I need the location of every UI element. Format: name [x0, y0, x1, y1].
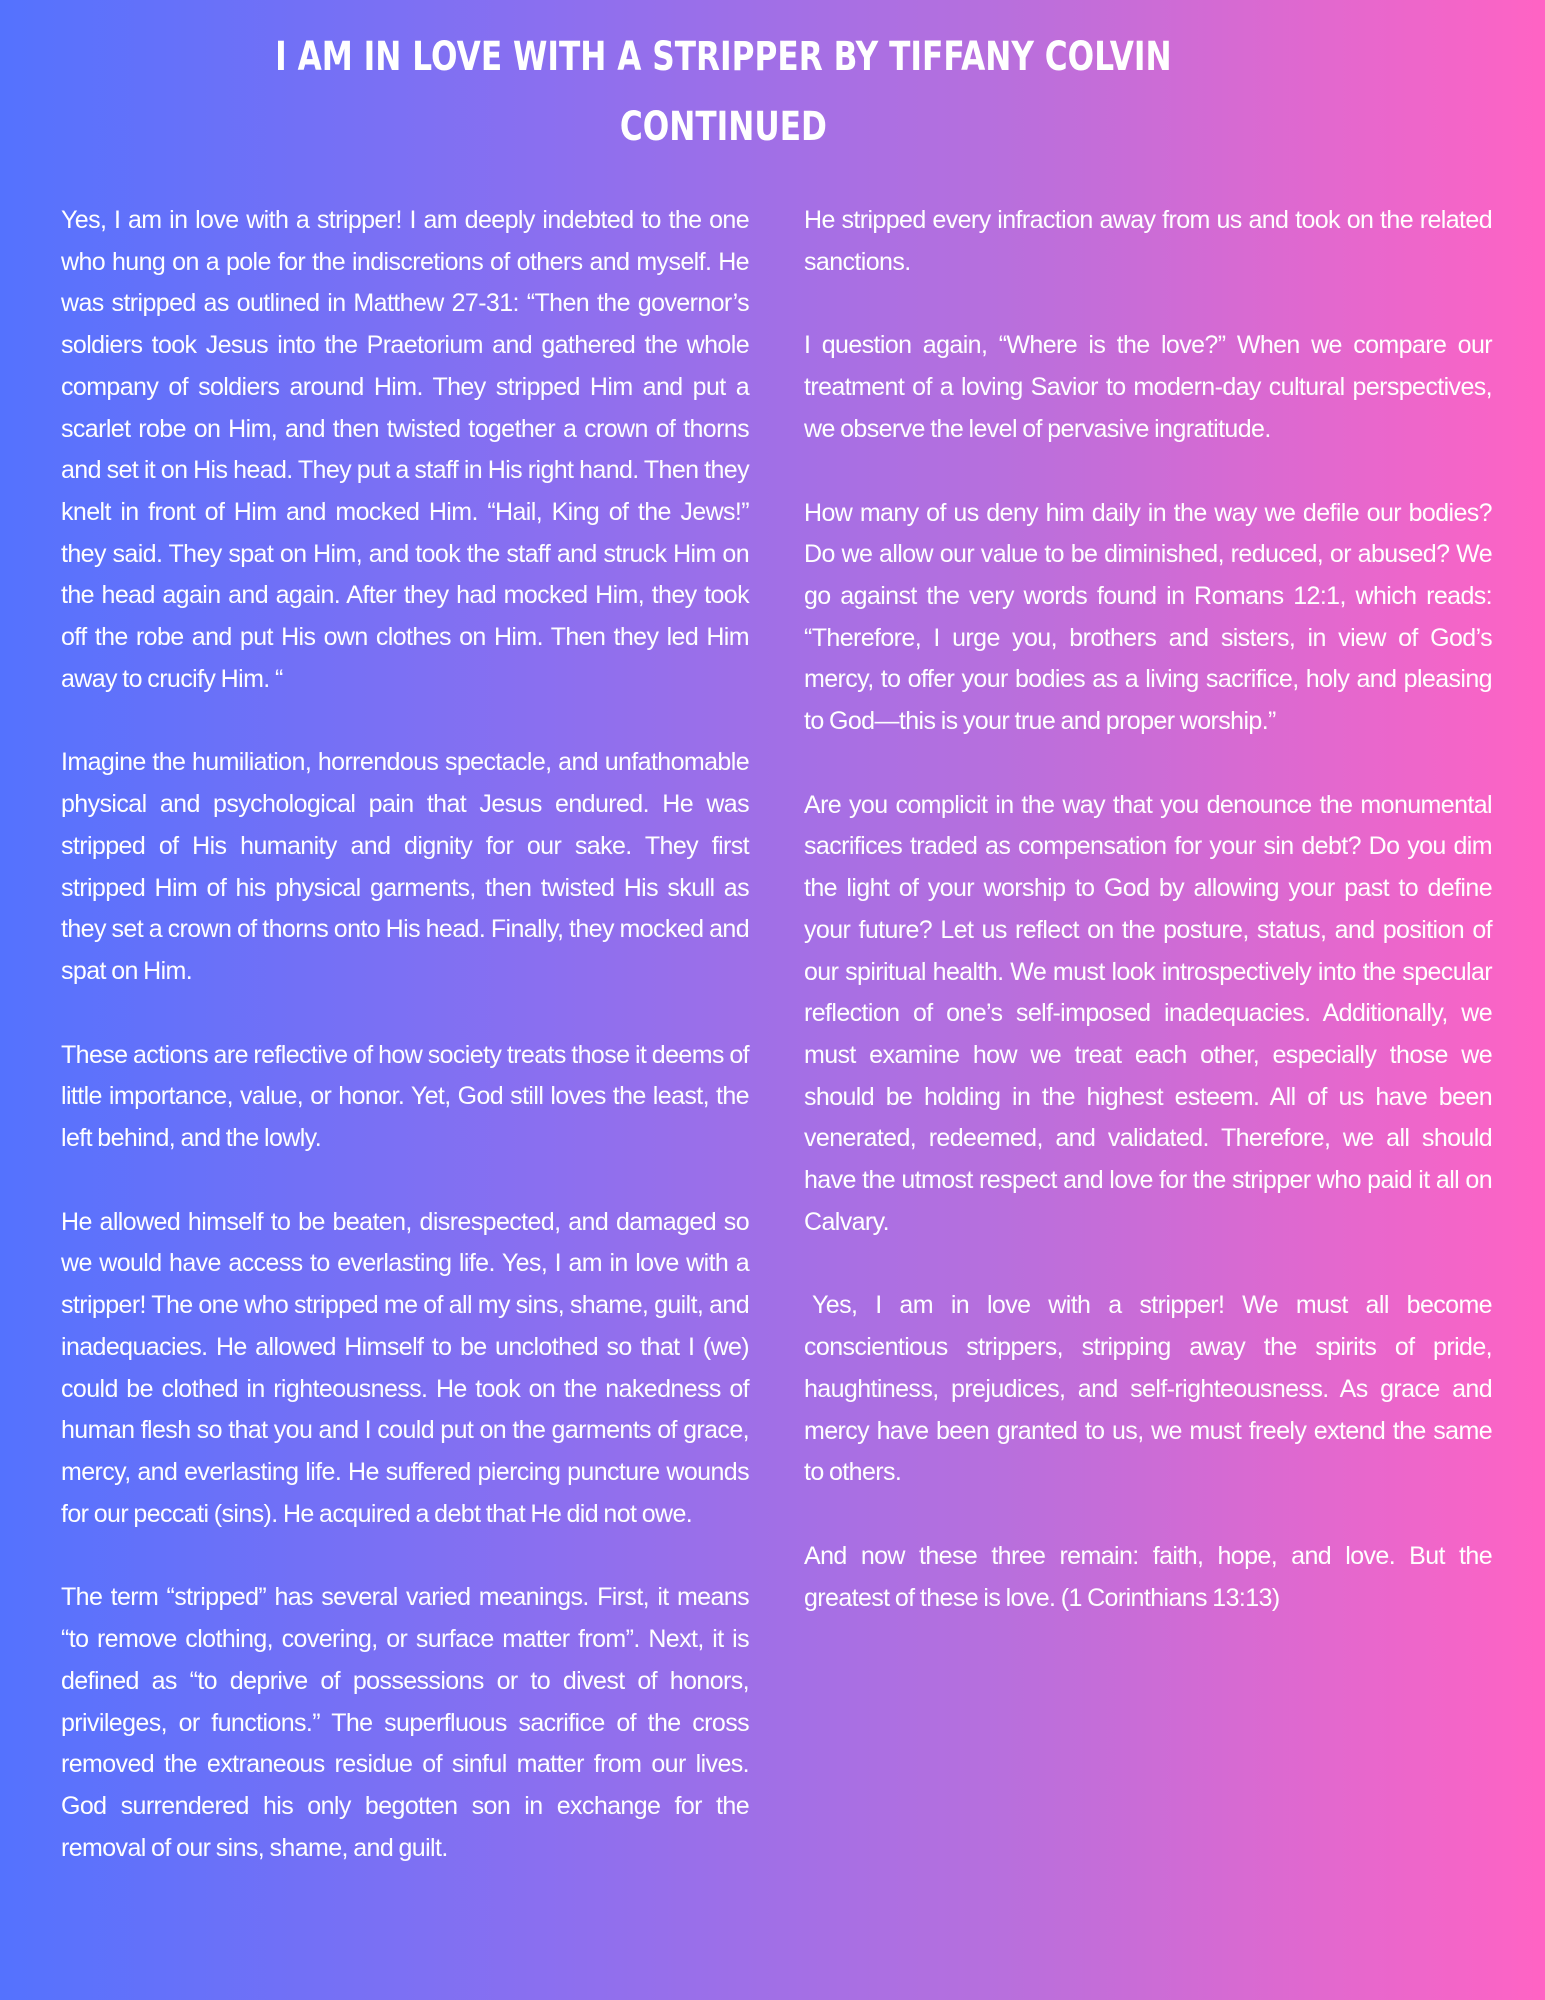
- page-title: [159, 22, 1288, 162]
- paragraph: How many of us deny him daily in the way we defile our bodies? Do we allow our value to be diminished, reduced, or abused? We go against the very words found in Romans 12:1, which reads: “Therefore, I urge you, brothers and sisters, in view of God’s mercy, to offer your bodies as a living sacrifice, holy and pleasing to God—this is your true and proper worship.”: [804, 498, 1492, 736]
- left-column: [61, 200, 749, 1911]
- paragraph: And now these three remain: faith, hope, and love. But the greatest of these is love. (1 Corinthians 13:13): [804, 1541, 1492, 1612]
- right-column: [804, 200, 1492, 1661]
- title-line-1: I AM IN LOVE WITH A STRIPPER BY TIFFANY COLVIN: [275, 34, 1172, 80]
- paragraph: These actions are reflective of how society treats those it deems of little importance, value, or honor. Yet, God still loves the least, the left behind, and the lowly.: [61, 1040, 749, 1153]
- paragraph: I question again, “Where is the love?” When we compare our treatment of a loving Savior to modern-day cultural perspectives, we observe the level of pervasive ingratitude.: [804, 331, 1492, 443]
- paragraph: Imagine the humiliation, horrendous spectacle, and unfathomable physical and psychological pain that Jesus endured. He was stripped of His humanity and dignity for our sake. They first stripped Him of his physical garments, then twisted His skull as they set a crown of thorns onto His head. Finally, they mocked and spat on Him.: [61, 748, 749, 985]
- paragraph: He stripped every infraction away from us and took on the related sanctions.: [804, 206, 1492, 276]
- paragraph: Yes, I am in love with a stripper! We must all become conscientious strippers, stripping away the spirits of pride, haughtiness, prejudices, and self-righteousness. As grace and mercy have been granted to us, we must freely extend the same to others.: [804, 1291, 1492, 1487]
- title-line-2: CONTINUED: [619, 104, 827, 150]
- paragraph: Are you complicit in the way that you denounce the monumental sacrifices traded as compensation for your sin debt? Do you dim the light of your worship to God by allowing your past to define your future? Let us reflect on the posture, status, and position of our spiritual health. We must look introspectively into the specular reflection of one’s self-imposed inadequacies. Additionally, we must examine how we treat each other, especially those we should be holding in the highest esteem. All of us have been venerated, redeemed, and validated. Therefore, we all should have the utmost respect and love for the stripper who paid it all on Calvary.: [804, 790, 1492, 1236]
- paragraph: He allowed himself to be beaten, disrespected, and damaged so we would have access to everlasting life. Yes, I am in love with a stripper! The one who stripped me of all my sins, shame, guilt, and inadequacies. He allowed Himself to be unclothed so that I (we) could be clothed in righteousness. He took on the nakedness of human flesh so that you and I could put on the garments of grace, mercy, and everlasting life. He suffered piercing puncture wounds for our peccati (sins). He acquired a debt that He did not owe.: [61, 1207, 749, 1528]
- paragraph: Yes, I am in love with a stripper! I am deeply indebted to the one who hung on a pole for the indiscretions of others and myself. He was stripped as outlined in Matthew 27-31: “Then the governor’s soldiers took Jesus into the Praetorium and gathered the whole company of soldiers around Him. They stripped Him and put a scarlet robe on Him, and then twisted together a crown of thorns and set it on His head. They put a staff in His right hand. Then they knelt in front of Him and mocked Him. “Hail, King of the Jews!” they said. They spat on Him, and took the staff and struck Him on the head again and again. After they had mocked Him, they took off the robe and put His own clothes on Him. Then they led Him away to crucify Him. “: [61, 206, 749, 693]
- paragraph: The term “stripped” has several varied meanings. First, it means “to remove clothing, covering, or surface matter from”. Next, it is defined as “to deprive of possessions or to divest of honors, privileges, or functions.” The superfluous sacrifice of the cross removed the extraneous residue of sinful matter from our lives. God surrendered his only begotten son in exchange for the removal of our sins, shame, and guilt.: [61, 1583, 749, 1862]
